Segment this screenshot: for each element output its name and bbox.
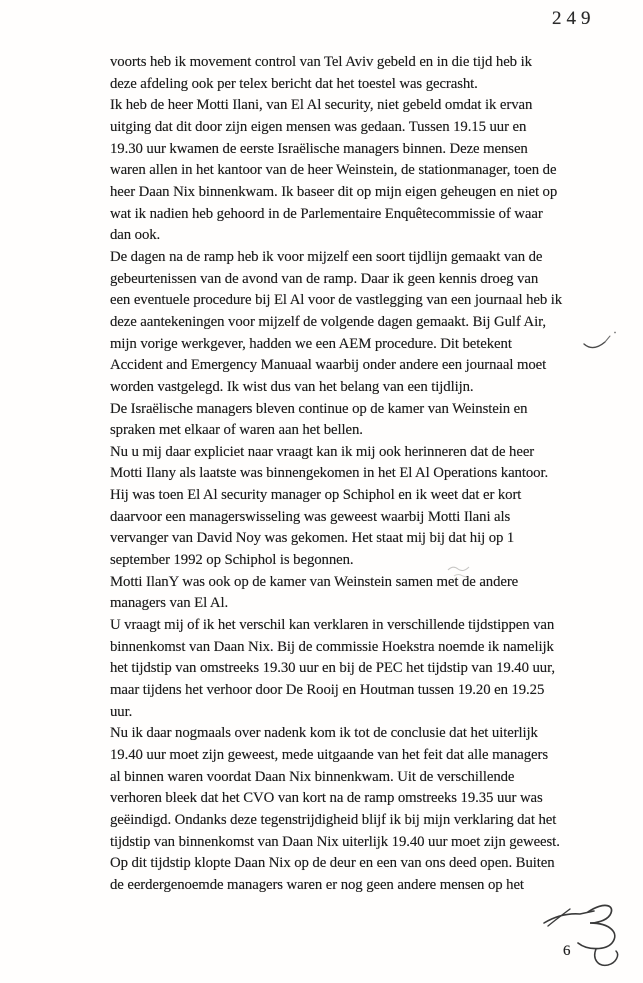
text-line: worden vastgelegd. Ik wist dus van het belang van een tijdlijn. [110, 378, 474, 395]
text-line: al binnen waren voordat Daan Nix binnenkwam. Uit de verschillende [110, 768, 515, 785]
stamp-page-number: 249 [552, 8, 596, 29]
pen-curve-mark [581, 330, 623, 360]
text-line: Motti IlanY was ook op de kamer van Weinstein samen met de andere [110, 573, 519, 590]
text-line: daarvoor een managerswisseling was geweest waarbij Motti Ilani als [110, 508, 511, 525]
text-line: 19.30 uur kwamen de eerste Israëlische managers binnen. Deze mensen [110, 140, 528, 157]
text-line: Ik heb de heer Motti Ilani, van El Al security, niet gebeld omdat ik ervan [110, 97, 533, 114]
text-line: Op dit tijdstip klopte Daan Nix op de deur en een van ons deed open. Buiten [110, 855, 555, 872]
page-number: 6 [563, 943, 571, 959]
text-line: mijn vorige werkgever, hadden we een AEM procedure. Dit betekent [110, 335, 512, 352]
text-line: Accident and Emergency Manuaal waarbij onder andere een journaal moet [110, 357, 547, 374]
text-line: wat ik nadien heb gehoord in de Parlementaire Enquêtecommissie of waar [110, 205, 543, 222]
text-line: binnenkomst van Daan Nix. Bij de commissie Hoekstra noemde ik namelijk [110, 638, 554, 655]
text-line: spraken met elkaar of waren aan het bellen. [110, 422, 363, 439]
pencil-smudge-mark [446, 562, 482, 582]
text-line: waren allen in het kantoor van de heer Weinstein, de stationmanager, toen de [110, 162, 557, 179]
text-line: geëindigd. Ondanks deze tegenstrijdigheid blijf ik bij mijn verklaring dat het [110, 811, 557, 828]
text-line: heer Daan Nix binnenkwam. Ik baseer dit op mijn eigen geheugen en niet op [110, 183, 558, 200]
statement-text [110, 52, 615, 897]
text-line: het tijdstip van omstreeks 19.30 uur en bij de PEC het tijdstip van 19.40 uur, [110, 660, 555, 677]
text-line: managers van El Al. [110, 595, 229, 612]
text-line: Motti Ilany als laatste was binnengekomen in het El Al Operations kantoor. [110, 465, 549, 482]
signature-mark [536, 893, 632, 977]
text-line: Hij was toen El Al security manager op Schiphol en ik weet dat er kort [110, 487, 522, 504]
text-line: tijdstip van binnenkomst van Daan Nix uiterlijk 19.40 uur moet zijn geweest. [110, 833, 560, 850]
text-line: de eerdergenoemde managers waren er nog geen andere mensen op het [110, 876, 524, 893]
text-line: De Israëlische managers bleven continue op de kamer van Weinstein en [110, 400, 528, 417]
text-line: deze aantekeningen voor mijzelf de volgende dagen gemaakt. Bij Gulf Air, [110, 313, 546, 330]
text-line: uur. [110, 703, 133, 720]
text-line: deze afdeling ook per telex bericht dat het toestel was gecrasht. [110, 75, 478, 92]
text-line: dan ook. [110, 227, 161, 244]
text-line: 19.40 uur moet zijn geweest, mede uitgaande van het feit dat alle managers [110, 747, 548, 763]
text-line: een eventuele procedure bij El Al voor de vastlegging van een journaal heb ik [110, 292, 563, 309]
text-line: Nu ik daar nogmaals over nadenk kom ik tot de conclusie dat het uiterlijk [110, 725, 538, 742]
text-line: maar tijdens het verhoor door De Rooij en Houtman tussen 19.20 en 19.25 [110, 682, 545, 699]
text-line: voorts heb ik movement control van Tel Aviv gebeld en in die tijd heb ik [110, 54, 532, 70]
text-line: gebeurtenissen van de avond van de ramp. Daar ik geen kennis droeg van [110, 270, 539, 287]
text-line: De dagen na de ramp heb ik voor mijzelf een soort tijdlijn gemaakt van de [110, 248, 543, 265]
text-line: U vraagt mij of ik het verschil kan verklaren in verschillende tijdstippen van [110, 617, 555, 634]
text-line: vervanger van David Noy was gekomen. Het staat mij bij dat hij op 1 [110, 530, 515, 547]
text-line: Nu u mij daar expliciet naar vraagt kan ik mij ook herinneren dat de heer [110, 443, 535, 460]
text-line: verhoren bleek dat het CVO van kort na de ramp omstreeks 19.35 uur was [110, 790, 543, 807]
text-line: uitging dat dit door zijn eigen mensen was gedaan. Tussen 19.15 uur en [110, 118, 527, 135]
text-line: september 1992 op Schiphol is begonnen. [110, 552, 354, 569]
